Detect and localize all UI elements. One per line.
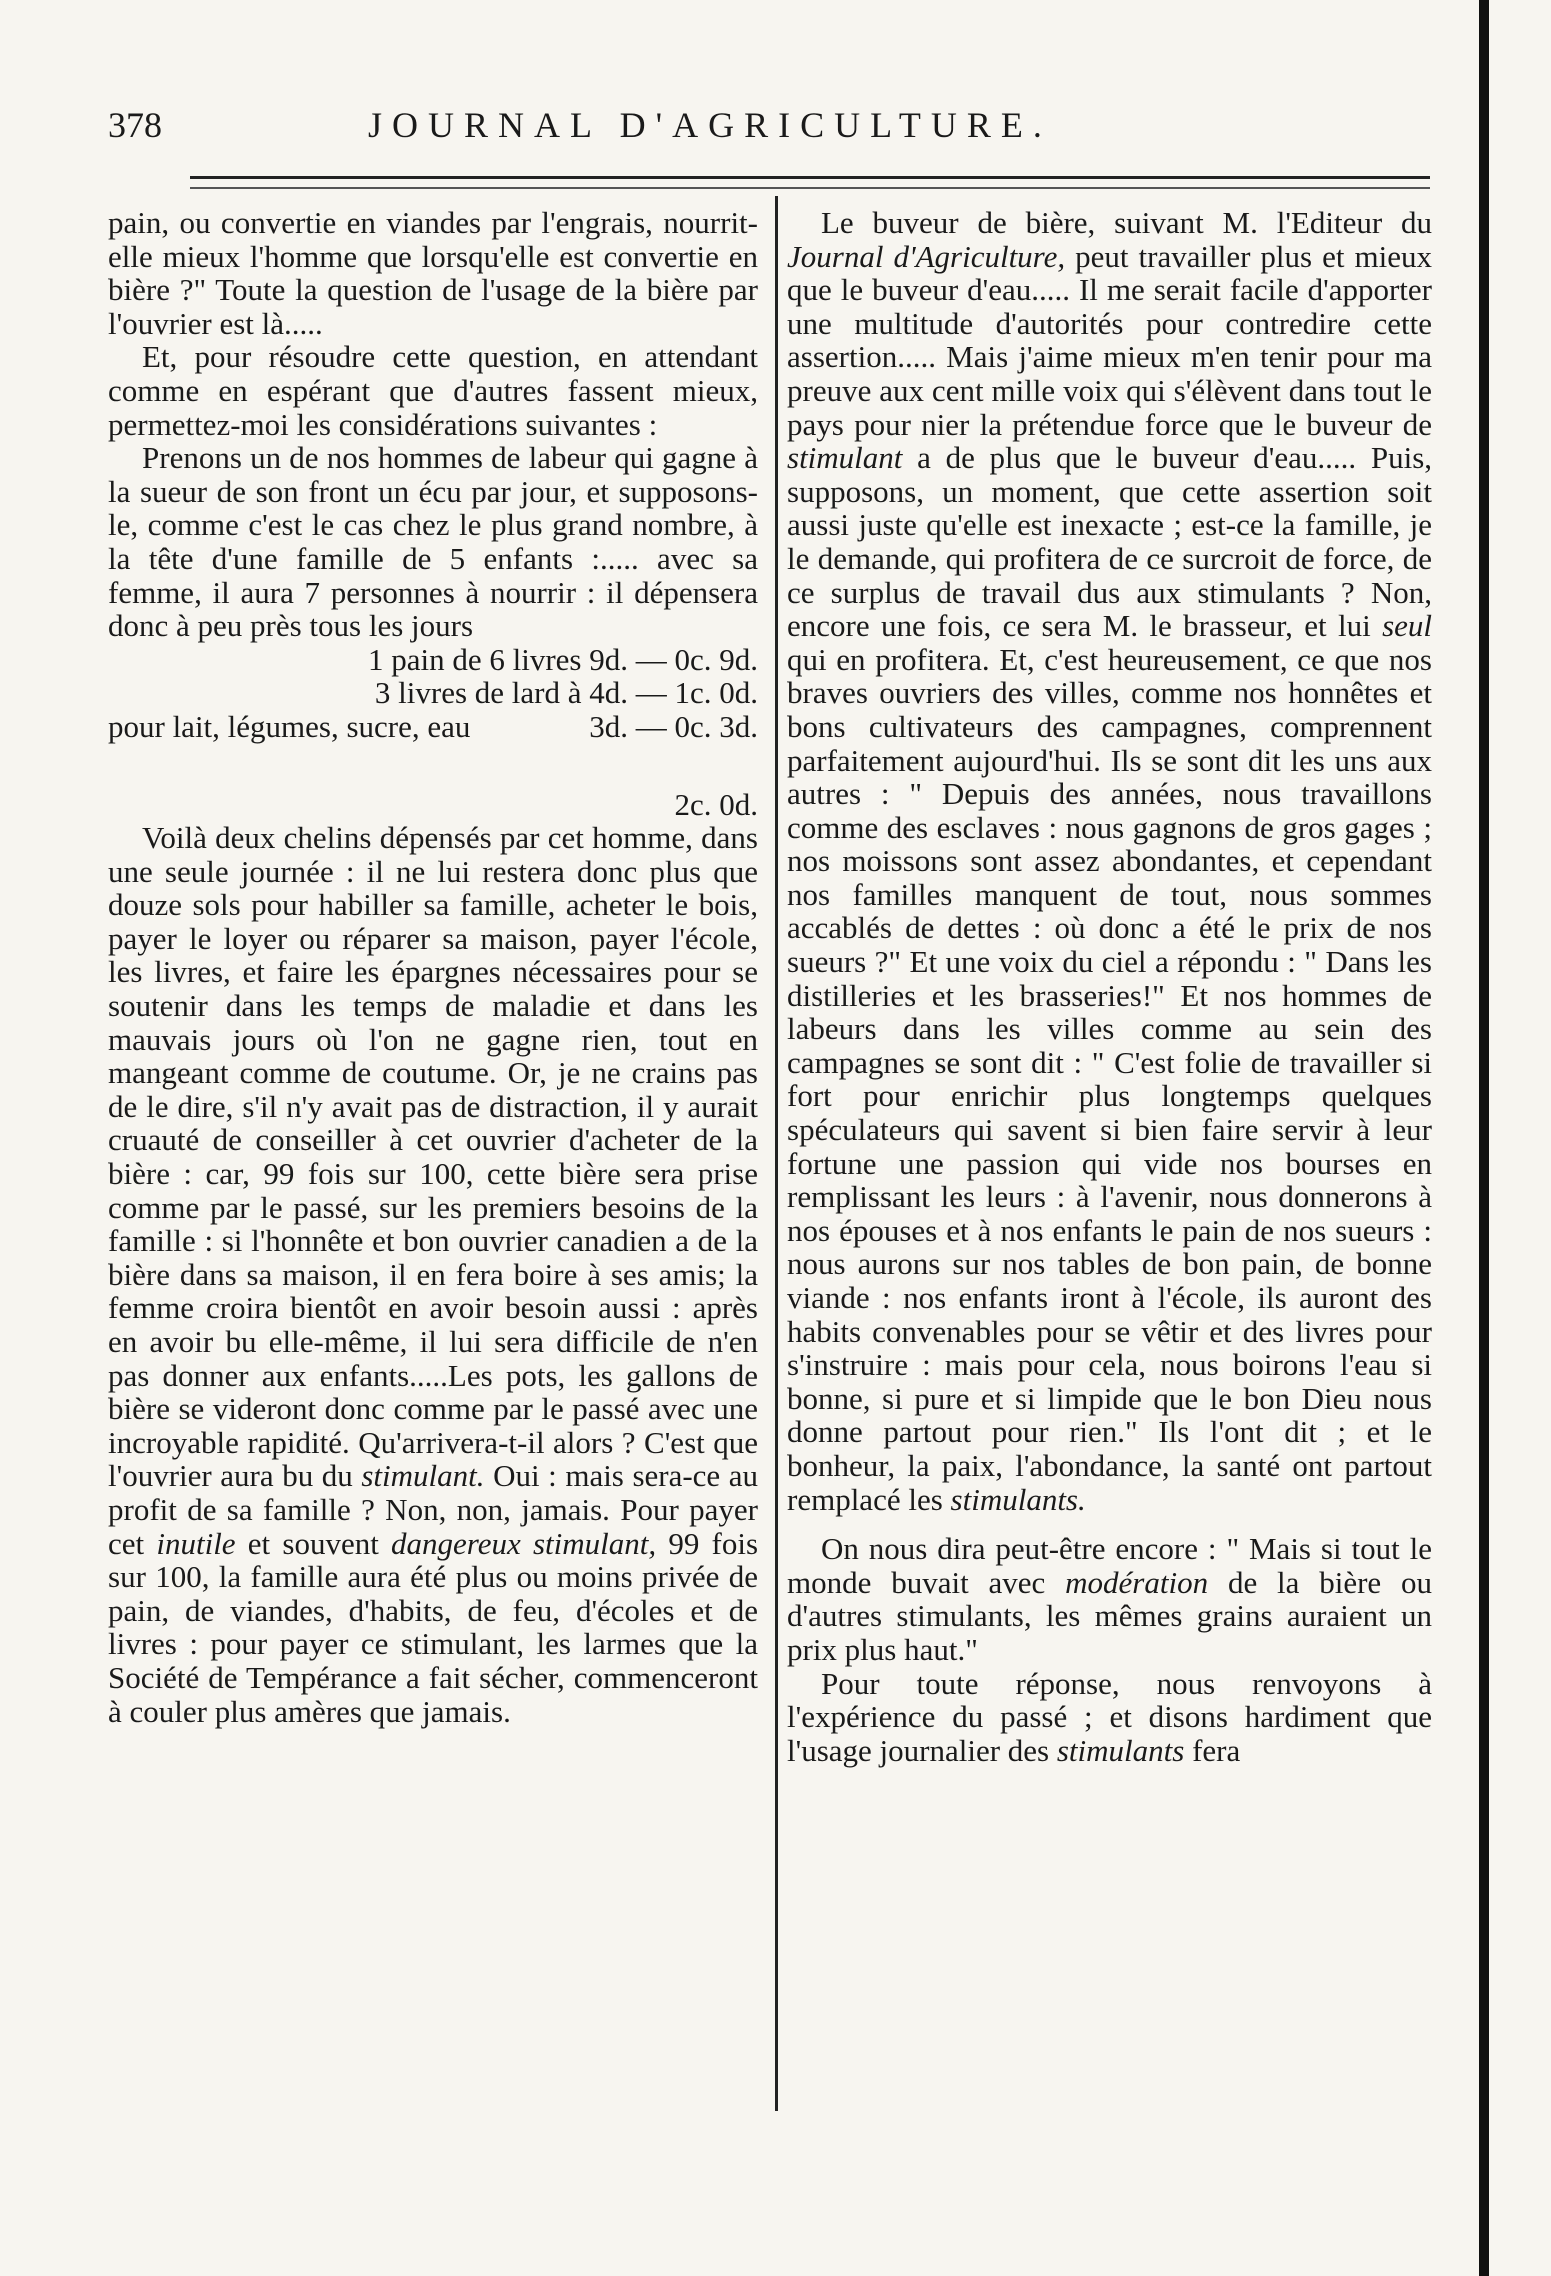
expense-line <box>108 676 758 710</box>
page-number: 378 <box>108 105 162 145</box>
paragraph: Prenons un de nos hommes de labeur qui gagne à la sueur de son front un écu par jour, et supposons-le, comme c'est le cas chez le plus grand nombre, à la tête d'une famille de 5 enfants :..... avec sa femme, il aura 7 personnes à nourrir : il dépensera donc à peu près tous les jours <box>108 440 758 644</box>
expense-total: 2c. 0d. <box>674 786 758 822</box>
paragraph: Voilà deux chelins dépensés par cet homme, dans une seule journée : il ne lui restera donc plus que douze sols pour habiller sa famille, acheter le bois, payer le loyer ou réparer sa maison, payer l'école, les livres, et faire les épargnes nécessaires pour se soutenir dans les temps de maladie et dans les mauvais jours où l'on ne gagne rien, tout en mangeant comme de coutume. Or, je ne crains pas de le dire, s'il n'y avait pas de distraction, il y aurait cruauté de conseiller à cet ouvrier d'acheter de la bière : car, 99 fois sur 100, cette bière sera prise comme par le passé, sur les premiers besoins de la famille : si l'honnête et bon ouvrier canadien a de la bière dans sa maison, il en fera boire à ses amis; la femme croira bientôt en avoir besoin aussi : après en avoir bu elle-même, il lui sera difficile de n'en pas donner aux enfants.....Les pots, les gallons de bière se videront donc comme par le passé avec une incroyable rapidité. Qu'arrivera-t-il alors ? C'est que l'ouvrier aura bu du stimulant. Oui : mais sera-ce au profit de sa famille ? Non, non, jamais. Pour payer cet inutile et souvent dangereux stimulant, 99 fois sur 100, la famille aura été plus ou moins privée de pain, de viandes, d'habits, de feu, d'écoles et de livres : pour payer ce stimulant, les larmes que la Société de Tempérance a fait sécher, commenceront à couler plus amères que jamais. <box>108 820 759 1729</box>
expense-item: 3 livres de lard à 4d. — 1c. 0d. <box>374 675 758 711</box>
paragraph: Pour toute réponse, nous renvoyons à l'expérience du passé ; et disons hardiment que l'usage journalier des stimulants fera <box>787 1665 1432 1768</box>
header-rule <box>190 176 1430 189</box>
expense-value: 3d. — 0c. 3d. <box>589 708 758 744</box>
journal-title: JOURNAL D'AGRICULTURE. <box>368 105 1052 145</box>
paragraph: On nous dira peut-être encore : " Mais si tout le monde buvait avec modération de la bière ou d'autres stimulants, les mêmes grains auraient un prix plus haut." <box>787 1531 1433 1667</box>
column-divider <box>775 196 778 2111</box>
right-column <box>787 206 1432 1767</box>
paragraph: Le buveur de bière, suivant M. l'Editeur du Journal d'Agriculture, peut travailler plus et mieux que le buveur d'eau..... Il me serait facile d'apporter une multitude d'autorités pour contredire cette assertion..... Mais j'aime mieux m'en tenir pour ma preuve aux cent mille voix qui s'élèvent dans tout le pays pour nier la prétendue force que le buveur de stimulant a de plus que le buveur d'eau..... Puis, supposons, un moment, que cette assertion soit aussi juste qu'elle est inexacte ; est-ce la famille, je le demande, qui profitera de ce surcroit de force, de ce surplus de travail dus aux stimulants ? Non, encore une fois, ce sera M. le brasseur, et lui seul qui en profitera. Et, c'est heureusement, ce que nos braves ouvriers des villes, comme nos honnêtes et bons cultivateurs des campagnes, comprennent parfaitement aujourd'hui. Ils se sont dit les uns aux autres : " Depuis des années, nous travaillons comme des esclaves : nous gagnons de gros gages ; nos moissons sont assez abondantes, et cependant nos familles manquent de tout, nous sommes accablés de dettes : où donc a été le prix de nos sueurs ?" Et une voix du ciel a répondu : " Dans les distilleries et les brasseries!" Et nos hommes de labeurs dans les villes comme au sein des campagnes se sont dit : " C'est folie de travailler si fort pour enrichir plus longtemps quelques spéculateurs qui savent si bien faire servir à leur fortune une passion qui vide nos bourses en remplissant les leurs : à l'avenir, nous donnerons à nos épouses et à nos enfants le pain de nos sueurs : nous aurons sur nos tables de bon pain, de bonne viande : nos enfants iront à l'école, ils auront des habits convenables pour se vêtir et des livres pour s'instruire : mais pour cela, nous boirons l'eau si bonne, si pure et si limpide que le bon Dieu nous donne partout pour rien." Ils l'ont dit ; et le bonheur, la paix, l'abondance, la santé ont partout remplacé les stimulants. <box>787 205 1433 1517</box>
paragraph: pain, ou convertie en viandes par l'engrais, nourrit-elle mieux l'homme que lorsqu'elle est convertie en bière ?" Toute la question de l'usage de la bière par l'ouvrier est là..... <box>108 205 758 341</box>
page-header <box>100 98 1180 148</box>
paragraph: Et, pour résoudre cette question, en attendant comme en espérant que d'autres fassent mieux, permettez-moi les considérations suivantes : <box>108 339 758 442</box>
page-edge <box>1479 0 1489 2276</box>
expense-item: 1 pain de 6 livres 9d. — 0c. 9d. <box>367 641 758 677</box>
expense-label: pour lait, légumes, sucre, eau <box>108 708 471 744</box>
expense-line <box>108 710 758 744</box>
left-column <box>108 206 758 1728</box>
expense-line <box>108 643 758 677</box>
